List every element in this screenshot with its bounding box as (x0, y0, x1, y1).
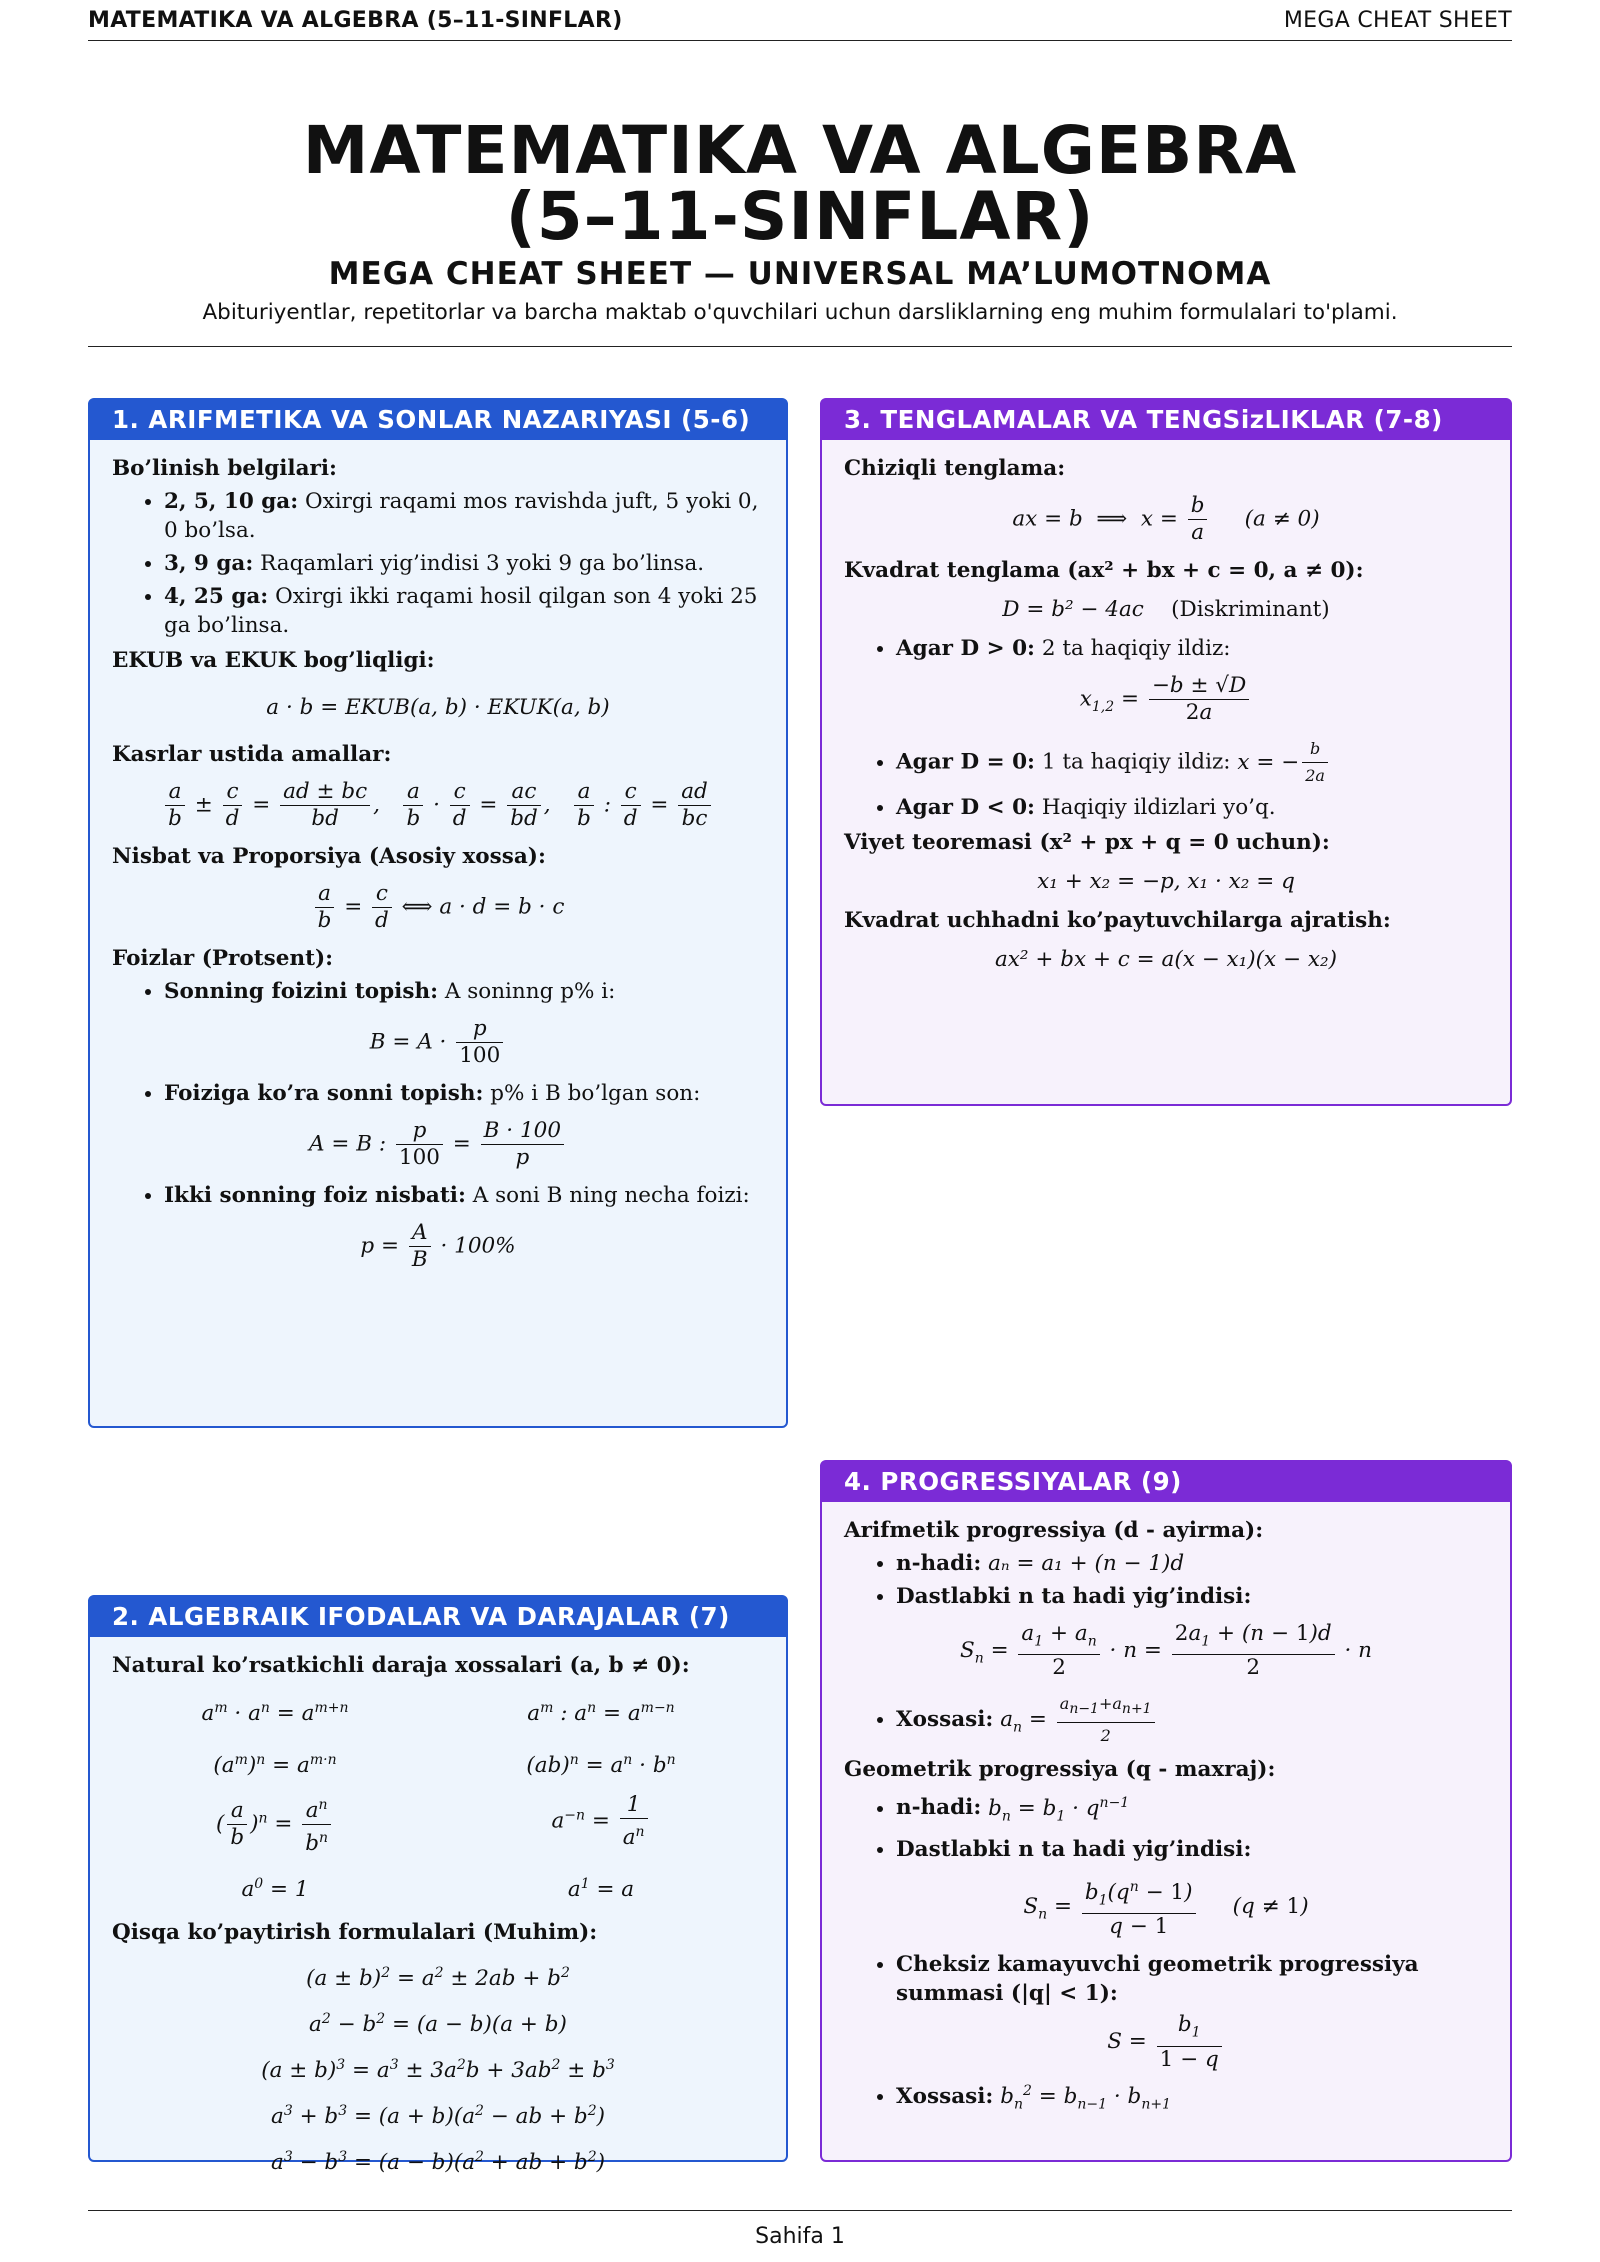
gcd-formula: a · b = EKUB(a, b) · EKUK(a, b) (266, 695, 610, 720)
power-properties: $a^m \cdot a^n = a^{m+n}$ $a^m$ : $a^n = a^{m-n}$ $(a^m)^n = a^{m\cdot n}$ $(ab)^n = a^n \cdot b^n$ ( $\frac{a}{b}$ )$^n$ = $\frac{a^n}{b^n}$ $a^{-n}$ = $\frac{1}{a^n}$ $a^0 = 1$ $a^1 = a$ (201, 1700, 676, 1902)
factor-heading: Kvadrat uchhadni ko’paytuvchilarga ajratish: (844, 908, 1391, 933)
powers-heading: Natural ko’rsatkichli daraja xossalari (a, b ≠ 0): (112, 1653, 690, 1678)
arithmetic-progression-heading: Arifmetik progressiya (d - ayirma): (844, 1518, 1264, 1543)
footer-rule (88, 2210, 1512, 2211)
page-description: Abituriyentlar, repetitorlar va barcha maktab o'quvchilari uchun darsliklarning eng muhim formulalari to'plami. (202, 300, 1398, 325)
proportion-formula: $\frac{a}{b}$ = $\frac{c}{d}$ ⟺ a · d = b · c (112, 881, 764, 934)
list-item: • Agar D < 0: Haqiqiy ildizlari yo’q. (896, 793, 1488, 822)
header-rule (88, 40, 1512, 41)
vieta-formula: x₁ + x₂ = −p, x₁ · x₂ = q (1037, 869, 1295, 894)
fraction-operations-formula: $\frac{a}{b}$ ± $\frac{c}{d}$ = $\frac{ad \pm bc}{bd}$ , $\frac{a}{b}$ · $\frac{c}{d}$ = $\frac{ac}{bd}$ , $\frac{a}{b}$ : $\frac{c}{d}$ = $\frac{ad}{bc}$ (112, 779, 764, 832)
section-algebra-powers (88, 1595, 788, 2176)
fractions-heading: Kasrlar ustida amallar: (112, 742, 392, 767)
list-item: • Cheksiz kamayuvchi geometrik progressiya summasi (|q| < 1): (896, 1950, 1488, 2008)
section-title: 4. PROGRESSIYALAR (9) (822, 1462, 1510, 1502)
section-arithmetic (88, 398, 788, 1428)
list-item: • Sonning foizini topish: A soninng p% i: (164, 977, 764, 1006)
list-item: • 4, 25 ga: Oxirgi ikki raqami hosil qilgan son 4 yoki 25 ga bo’linsa. (164, 582, 764, 640)
list-item: • 2, 5, 10 ga: Oxirgi raqami mos ravishda juft, 5 yoki 0, 0 bo’lsa. (164, 487, 764, 545)
factor-formula: ax² + bx + c = a(x − x₁)(x − x₂) (994, 947, 1338, 972)
divisibility-list (112, 487, 764, 640)
quadratic-heading: Kvadrat tenglama (ax² + bx + c = 0, a ≠ 0): (844, 558, 1364, 583)
section-progressions (820, 1460, 1512, 2162)
arithmetic-sum-formula: $S_n$ = $\frac{a_1 + a_n}{2}$ · n = $\frac{2a_1 + (n - 1)d}{2}$ · n (959, 1621, 1373, 1681)
geometric-progression-heading: Geometrik progressiya (q - maxraj): (844, 1757, 1276, 1783)
running-header-left: MATEMATIKA VA ALGEBRA (5–11-SINFLAR) (88, 8, 623, 33)
section-title: 3. TENGLAMALAR VA TENGSizLIKLAR (7-8) (822, 400, 1510, 440)
title-line-2: (5–11-SINFLAR) (505, 178, 1095, 255)
short-multiplication-formulas: $(a \pm b)^2 = a^2 \pm 2ab + b^2$ $a^2 - b^2 = (a - b)(a + b)$ $(a \pm b)^3 = a^3 \pm 3a^2b + 3ab^2 \pm b^3$ $a^3 + b^3 = (a + b)(a^2$ − ab + $b^2$) $a^3 - b^3 = (a - b)(a^2$ + ab + $b^2$) (261, 1964, 615, 2176)
percent-of-number-formula: B = A · $\frac{p}{100}$ (112, 1016, 764, 1069)
percent-ratio-formula: p = $\frac{A}{B}$ · 100% (360, 1220, 516, 1272)
section-equations (820, 398, 1512, 1106)
page-number: Sahifa 1 (755, 2224, 845, 2249)
proportion-heading: Nisbat va Proporsiya (Asosiy xossa): (112, 844, 546, 869)
list-item: • 3, 9 ga: Raqamlari yig’indisi 3 yoki 9 ga bo’linsa. (164, 549, 764, 578)
list-item: • Agar D > 0: 2 ta haqiqiy ildiz: (896, 634, 1488, 663)
list-item: • Foiziga ko’ra sonni topish: p% i B bo’lgan son: (164, 1079, 764, 1108)
page-subtitle: MEGA CHEAT SHEET — UNIVERSAL MA’LUMOTNOMA (328, 256, 1272, 292)
list-item: • Dastlabki n ta hadi yig’indisi: (896, 1582, 1488, 1611)
title-rule (88, 346, 1512, 347)
vieta-heading: Viyet teoremasi (x² + px + q = 0 uchun): (844, 830, 1330, 855)
linear-formula: ax = b ⟹ x = $\frac{b}{a}$ (a ≠ 0) (1012, 493, 1320, 545)
list-item: • n-hadi: $b_n = b_1 \cdot q^{n-1}$ (896, 1788, 1488, 1830)
list-item: • Agar D = 0: 1 ta haqiqiy ildiz: x = − $\frac{b}{2a}$ (896, 736, 1488, 789)
list-item: • Xossasi: $a_n$ = $\frac{a_{n-1}+a_{n+1}}{2}$ (896, 1691, 1488, 1749)
section-title: 2. ALGEBRAIK IFODALAR VA DARAJALAR (7) (90, 1597, 786, 1637)
list-item: • Dastlabki n ta hadi yig’indisi: (896, 1835, 1488, 1864)
infinite-sum-formula: S = $\frac{b_1}{1 - q}$ (844, 2012, 1488, 2072)
list-item: • Ikki sonning foiz nisbati: A soni B ning necha foizi: (164, 1181, 764, 1210)
linear-heading: Chiziqli tenglama: (844, 456, 1066, 481)
percent-heading: Foizlar (Protsent): (112, 946, 334, 971)
discriminant-formula: D = b² − 4ac (Diskriminant) (1002, 597, 1330, 622)
title-line-1: MATEMATIKA VA ALGEBRA (302, 112, 1298, 189)
list-item: • Xossasi: $b_n^2 = b_{n-1} \cdot b_{n+1}$ (896, 2077, 1488, 2119)
divisibility-heading: Bo’linish belgilari: (112, 456, 337, 481)
number-from-percent-formula: A = B : $\frac{p}{100}$ = $\frac{B \cdot 100}{p}$ (112, 1118, 764, 1171)
gcd-heading: EKUB va EKUK bog’liqligi: (112, 648, 435, 673)
geometric-sum-formula: $S_n$ = $\frac{b_1(q^n - 1)}{q - 1}$ (q ≠ 1) (844, 1874, 1488, 1940)
page-title (0, 112, 1600, 255)
section-title: 1. ARIFMETIKA VA SONLAR NAZARIYASI (5-6) (90, 400, 786, 440)
short-multiplication-heading: Qisqa ko’paytirish formulalari (Muhim): (112, 1919, 598, 1945)
list-item: • n-hadi: aₙ = a₁ + (n − 1)d (896, 1549, 1488, 1578)
running-header-right: MEGA CHEAT SHEET (1283, 8, 1512, 33)
roots-formula: $x_{1,2}$ = $\frac{-b \pm √D}{2a}$ (844, 673, 1488, 726)
